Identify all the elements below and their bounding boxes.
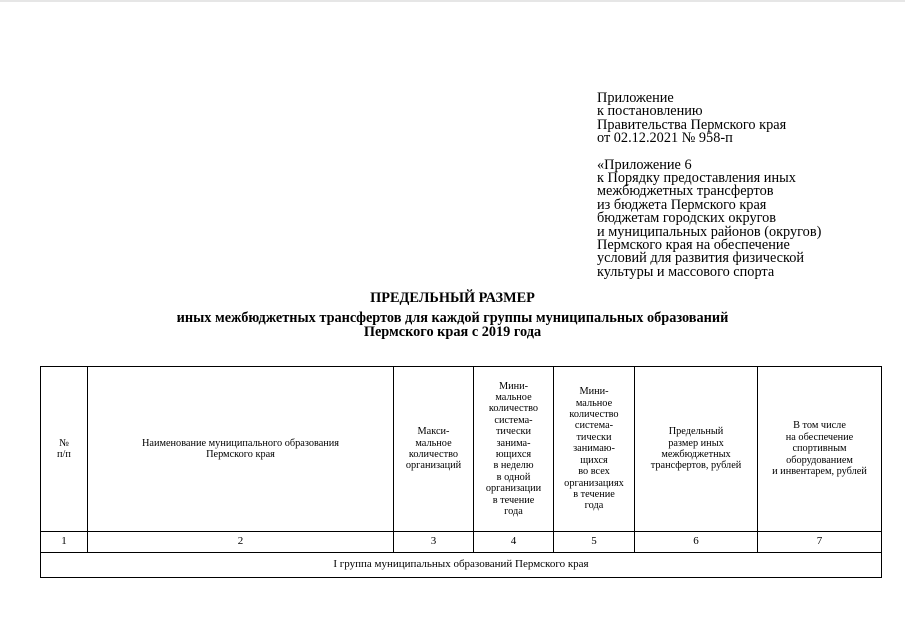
appendix-line: от 02.12.2021 № 958-п bbox=[597, 130, 733, 147]
resolution-reference bbox=[597, 92, 897, 146]
column-number-cell: 2 bbox=[88, 532, 394, 553]
header-min-per-organization: Мини- мальное количество система- тически занима- ющихся в неделю в одной организации в течение года bbox=[474, 367, 554, 532]
header-transfer-limit: Предельный размер иных межбюджетных трансфертов, рублей bbox=[635, 367, 758, 532]
appendix-line: Приложение bbox=[597, 90, 674, 106]
column-number-row bbox=[41, 532, 882, 553]
column-number-cell: 4 bbox=[474, 532, 554, 553]
appendix-line: Пермского края на обеспечение bbox=[597, 237, 790, 254]
header-number: № п/п bbox=[41, 367, 88, 532]
header-municipality-name: Наименование муниципального образования Пермского края bbox=[88, 367, 394, 532]
appendix-line: к Порядку предоставления иных bbox=[597, 170, 796, 187]
appendix-line: из бюджета Пермского края bbox=[597, 196, 767, 213]
appendix-header bbox=[597, 92, 897, 279]
column-number-cell: 3 bbox=[394, 532, 474, 553]
document-title: ПРЕДЕЛЬНЫЙ РАЗМЕР bbox=[370, 290, 535, 306]
transfer-limits-table bbox=[40, 366, 882, 578]
column-number-cell: 5 bbox=[554, 532, 635, 553]
group-heading: I группа муниципальных образований Пермского края bbox=[41, 553, 882, 578]
appendix-line: межбюджетных трансфертов bbox=[597, 183, 774, 200]
subtitle-line: иных межбюджетных трансфертов для каждой группы муниципальных образований bbox=[176, 310, 729, 326]
appendix-line: Правительства Пермского края bbox=[597, 116, 787, 133]
appendix-line: «Приложение 6 bbox=[597, 156, 692, 173]
appendix-line: и муниципальных районов (округов) bbox=[597, 223, 822, 240]
appendix-line: бюджетам городских округов bbox=[597, 210, 777, 227]
order-reference bbox=[597, 156, 897, 280]
scan-edge bbox=[0, 0, 905, 2]
group-row bbox=[41, 553, 882, 578]
column-number-cell: 6 bbox=[635, 532, 758, 553]
appendix-line: культуры и массового спорта bbox=[597, 263, 775, 280]
document-subtitle bbox=[0, 312, 905, 339]
table-header-row bbox=[41, 367, 882, 532]
header-min-all-organizations: Мини- мальное количество система- тически занимаю- щихся во всех организациях в течение года bbox=[554, 367, 635, 532]
column-number-cell: 1 bbox=[41, 532, 88, 553]
appendix-line: условий для развития физической bbox=[597, 250, 805, 267]
header-max-organizations: Макси- мальное количество организаций bbox=[394, 367, 474, 532]
subtitle-line: Пермского края с 2019 года bbox=[363, 323, 542, 340]
column-number-cell: 7 bbox=[758, 532, 882, 553]
header-equipment-share: В том числе на обеспечение спортивным оборудованием и инвентарем, рублей bbox=[758, 367, 882, 532]
appendix-line: к постановлению bbox=[597, 103, 703, 120]
